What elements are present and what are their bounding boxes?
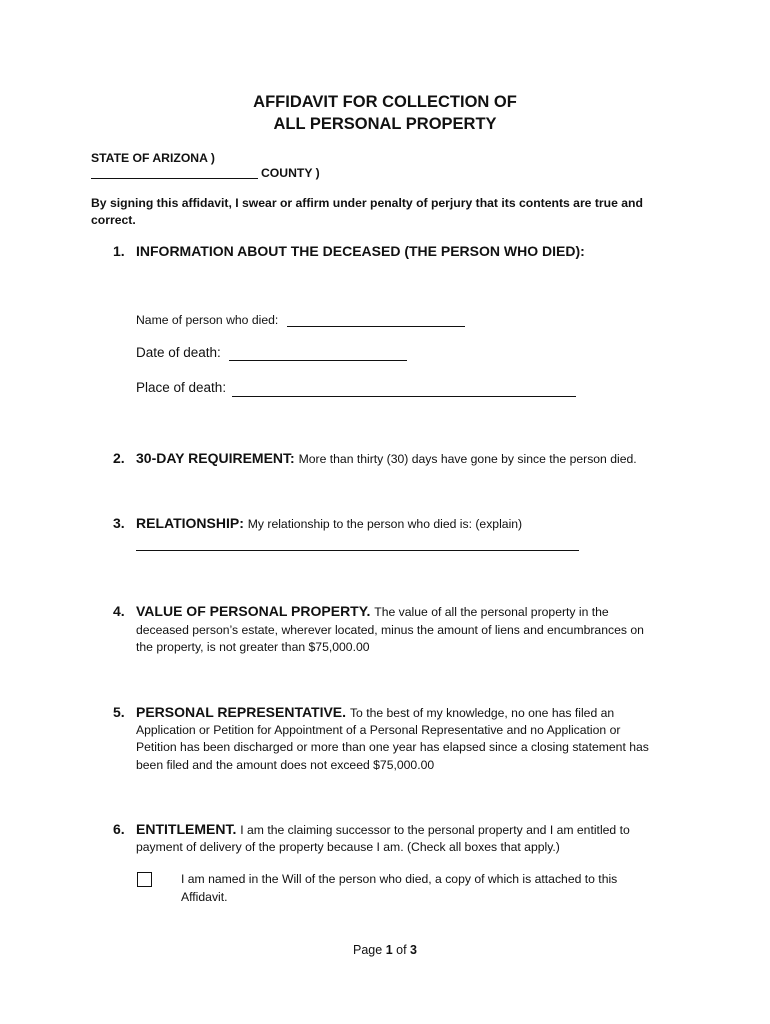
section5-line3: Petition has been discharged or more than one year has elapsed since a closing statement has [136,740,649,754]
section2-row [136,450,637,466]
deceased-name-label: Name of person who died: [136,313,279,327]
state-label: STATE OF ARIZONA ) [91,151,215,165]
section6-line2: payment of delivery of the property because I am. (Check all boxes that apply.) [136,840,560,854]
place-of-death-field[interactable] [232,396,576,397]
deceased-name-field[interactable] [287,326,465,327]
section3-number: 3. [113,515,125,531]
section2-heading: 30-DAY REQUIREMENT: [136,450,295,466]
of-word: of [396,943,407,957]
section6-row [136,821,630,837]
county-blank-field[interactable] [91,178,258,179]
section3-heading: RELATIONSHIP: [136,515,244,531]
date-of-death-field[interactable] [229,360,407,361]
relationship-explain-field[interactable] [136,550,579,551]
section6-heading: ENTITLEMENT. [136,821,237,837]
oath-line2: correct. [91,213,136,227]
section5-line1: To the best of my knowledge, no one has filed an [349,706,615,720]
section4-number: 4. [113,603,125,619]
section4-row [136,603,609,619]
section2-number: 2. [113,450,125,466]
total-pages: 3 [410,943,417,957]
place-of-death-label: Place of death: [136,380,227,395]
section2-text: More than thirty (30) days have gone by since the person died. [298,452,637,466]
section6-number: 6. [113,821,125,837]
section3-row [136,515,522,531]
oath-line1: By signing this affidavit, I swear or affirm under penalty of perjury that its contents are true and [91,196,643,210]
section4-heading: VALUE OF PERSONAL PROPERTY. [136,603,371,619]
document-title-line2: ALL PERSONAL PROPERTY [273,115,497,133]
section4-line3: the property, is not greater than $75,000.00 [136,640,370,654]
section5-number: 5. [113,704,125,720]
current-page: 1 [385,943,393,957]
section4-line2: deceased person’s estate, wherever located, minus the amount of liens and encumbrances on [136,623,644,637]
will-option-line2: Affidavit. [181,890,228,904]
page-number [0,943,770,957]
date-of-death-label: Date of death: [136,345,221,360]
section4-line1: The value of all the personal property in the [374,605,609,619]
section6-line1: I am the claiming successor to the personal property and I am entitled to [240,823,630,837]
county-label: COUNTY ) [261,166,320,180]
page-word: Page [353,943,383,957]
will-checkbox[interactable] [137,872,152,887]
section3-text: My relationship to the person who died is: (explain) [247,517,523,531]
section1-heading: INFORMATION ABOUT THE DECEASED (THE PERSON WHO DIED): [136,243,585,259]
section5-row [136,704,614,720]
section1-number: 1. [113,243,125,259]
will-option-line1: I am named in the Will of the person who died, a copy of which is attached to this [181,872,618,886]
section5-line4: been filed and the amount does not exceed $75,000.00 [136,758,435,772]
document-title-line1: AFFIDAVIT FOR COLLECTION OF [253,93,517,111]
section5-heading: PERSONAL REPRESENTATIVE. [136,704,347,720]
section5-line2: Application or Petition for Appointment of a Personal Representative and no Application or [136,723,621,737]
